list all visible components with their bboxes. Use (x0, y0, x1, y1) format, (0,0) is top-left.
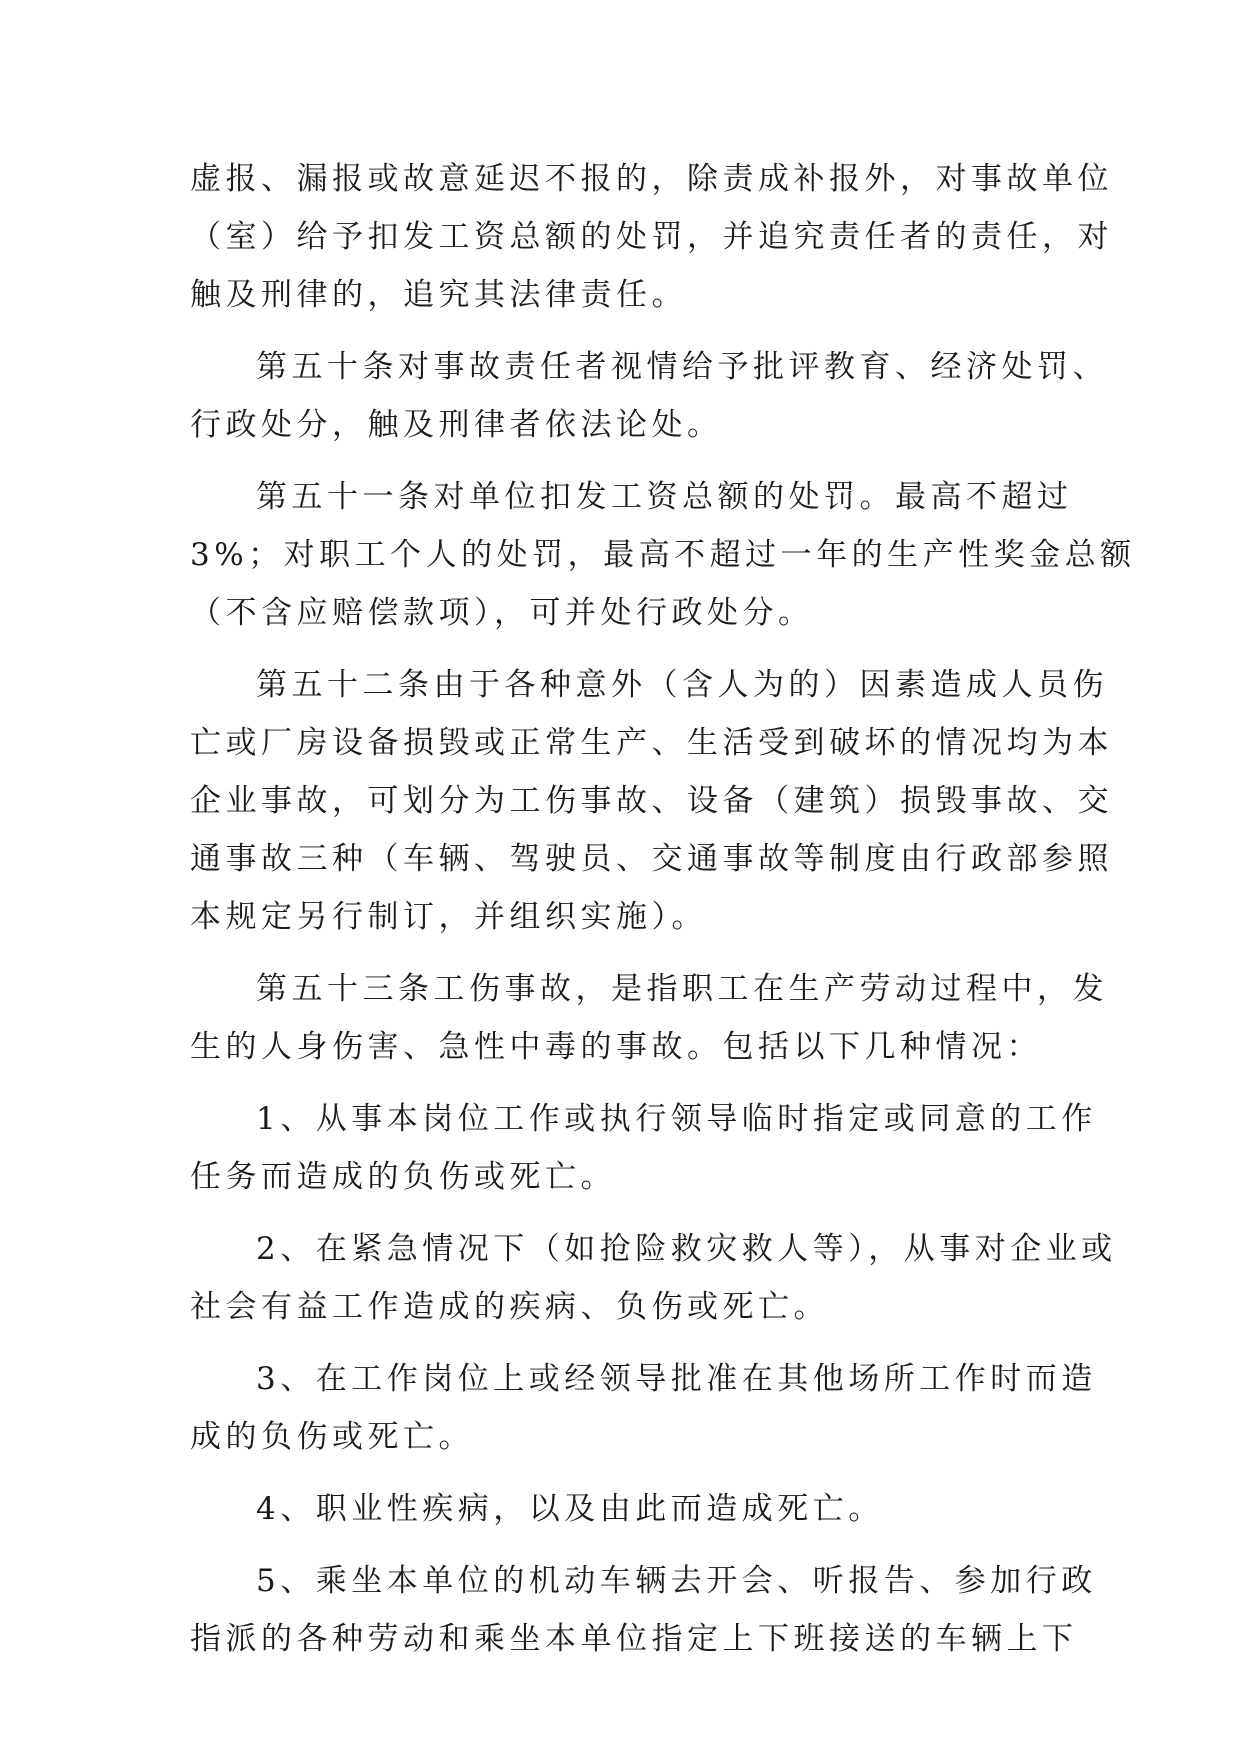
paragraph-article-53 (190, 960, 1108, 1076)
text-line: 3、在工作岗位上或经领导批准在其他场所工作时而造 (256, 1361, 1097, 1397)
text-line: 成的负伤或死亡。 (190, 1419, 474, 1455)
paragraph-article-52 (190, 656, 1113, 946)
text-line: 触及刑律的，追究其法律责任。 (190, 277, 687, 313)
text-line: 任务而造成的负伤或死亡。 (190, 1159, 616, 1195)
text-line: （室）给予扣发工资总额的处罚，并追究责任者的责任，对 (190, 219, 1113, 255)
text-line: 虚报、漏报或故意延迟不报的，除责成补报外，对事故单位 (190, 161, 1113, 197)
text-line: 第五十条对事故责任者视情给予批评教育、经济处罚、 (256, 349, 1108, 385)
text-line: 行政处分，触及刑律者依法论处。 (190, 407, 723, 443)
text-line: 通事故三种（车辆、驾驶员、交通事故等制度由行政部参照 (190, 841, 1113, 877)
text-line: 第五十二条由于各种意外（含人为的）因素造成人员伤 (256, 667, 1108, 703)
list-item-2 (190, 1220, 1117, 1336)
text-line: 2、在紧急情况下（如抢险救灾救人等），从事对企业或 (256, 1231, 1117, 1267)
list-item-1 (190, 1090, 1097, 1206)
list-item-4 (190, 1480, 1050, 1538)
paragraph-article-50 (190, 338, 1108, 454)
text-line: 本规定另行制订，并组织实施）。 (190, 899, 707, 935)
text-line: （不含应赔偿款项），可并处行政处分。 (190, 595, 814, 631)
text-line: 第五十一条对单位扣发工资总额的处罚。最高不超过 (256, 479, 1073, 515)
list-item-3 (190, 1350, 1097, 1466)
paragraph-continuation (190, 150, 1113, 324)
list-item-5 (190, 1552, 1097, 1668)
text-line: 企业事故，可划分为工伤事故、设备（建筑）损毁事故、交 (190, 783, 1113, 819)
text-line: 1、从事本岗位工作或执行领导临时指定或同意的工作 (256, 1101, 1097, 1137)
text-line: 社会有益工作造成的疾病、负伤或死亡。 (190, 1289, 829, 1325)
text-line: 亡或厂房设备损毁或正常生产、生活受到破坏的情况均为本 (190, 725, 1113, 761)
text-line: 第五十三条工伤事故，是指职工在生产劳动过程中，发 (256, 971, 1108, 1007)
paragraph-article-51 (190, 468, 1136, 642)
text-line: 5、乘坐本单位的机动车辆去开会、听报告、参加行政 (256, 1563, 1097, 1599)
document-body (190, 150, 1136, 1668)
text-line: 3%；对职工个人的处罚，最高不超过一年的生产性奖金总额 (190, 537, 1136, 573)
text-line: 指派的各种劳动和乘坐本单位指定上下班接送的车辆上下 (190, 1621, 1078, 1657)
text-line: 4、职业性疾病，以及由此而造成死亡。 (256, 1491, 884, 1527)
text-line: 生的人身伤害、急性中毒的事故。包括以下几种情况： (190, 1029, 1042, 1065)
